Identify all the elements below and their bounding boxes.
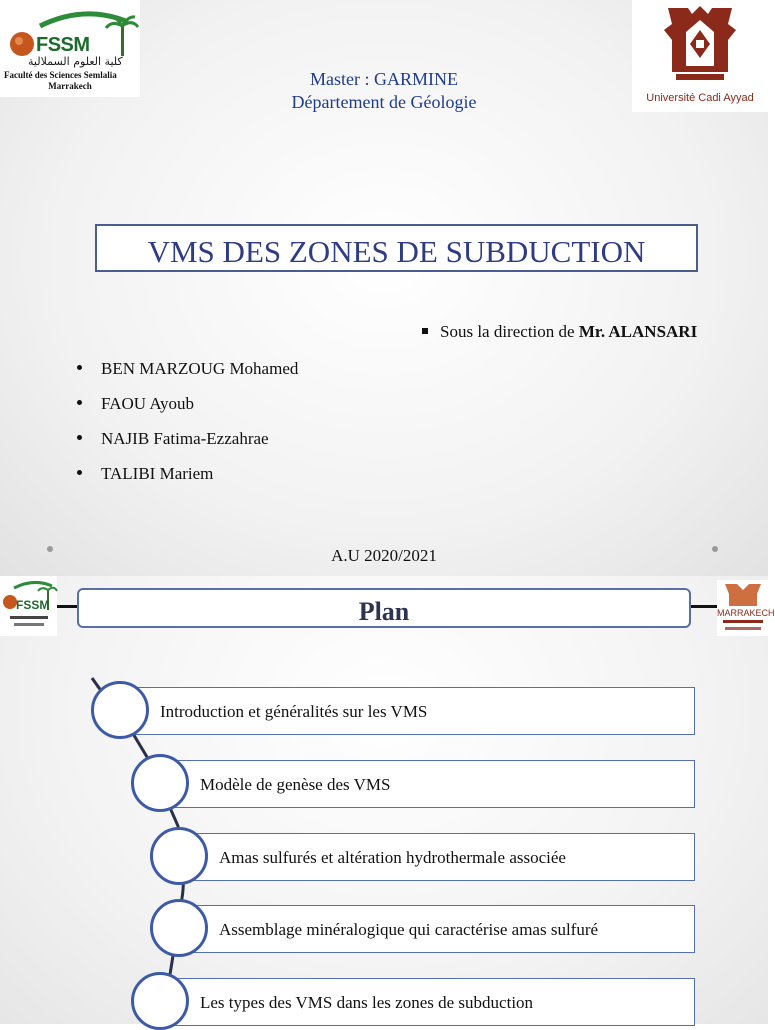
decorative-dot-icon bbox=[47, 546, 53, 552]
bullet-icon bbox=[77, 400, 82, 405]
fssm-logo-name: FSSM bbox=[36, 34, 90, 56]
bullet-icon bbox=[77, 365, 82, 370]
student-name: FAOU Ayoub bbox=[101, 394, 195, 413]
fssm-logo-faculty: Faculté des Sciences Semlalia bbox=[4, 70, 117, 80]
plan-slide bbox=[0, 576, 775, 1024]
bullet-icon bbox=[77, 435, 82, 440]
plan-circle-icon bbox=[150, 899, 208, 957]
plan-circle-icon bbox=[131, 972, 189, 1030]
program-name: Master : GARMINE bbox=[310, 69, 458, 89]
decorative-dot-icon bbox=[712, 546, 718, 552]
plan-item bbox=[0, 687, 768, 737]
plan-circle-icon bbox=[131, 754, 189, 812]
plan-item-label: Amas sulfurés et altération hydrothermale associée bbox=[219, 848, 566, 867]
plan-circle-icon bbox=[150, 827, 208, 885]
supervisor-name: Mr. ALANSARI bbox=[578, 322, 698, 341]
uca-logo-name: Université Cadi Ayyad bbox=[646, 92, 754, 104]
plan-title-box bbox=[77, 588, 691, 628]
plan-item bbox=[0, 833, 768, 883]
student-item bbox=[77, 429, 269, 449]
presentation-title: VMS DES ZONES DE SUBDUCTION bbox=[147, 234, 646, 269]
fssm-logo-small bbox=[0, 576, 57, 636]
uca-small-city: MARRAKECH bbox=[717, 608, 775, 618]
student-item bbox=[77, 464, 213, 484]
fssm-logo-arabic: كلية العلوم السملالية bbox=[28, 55, 123, 68]
student-name: NAJIB Fatima-Ezzahrae bbox=[101, 429, 269, 448]
supervision-prefix: Sous la direction de bbox=[440, 322, 575, 341]
student-name: BEN MARZOUG Mohamed bbox=[101, 359, 299, 378]
square-bullet-icon bbox=[422, 328, 428, 334]
bullet-icon bbox=[77, 470, 82, 475]
student-item bbox=[77, 394, 194, 414]
fssm-emblem-icon bbox=[0, 576, 57, 636]
fssm-logo-city: Marrakech bbox=[48, 81, 92, 91]
plan-title: Plan bbox=[358, 597, 410, 626]
plan-item-label: Assemblage minéralogique qui caractérise amas sulfuré bbox=[219, 920, 599, 939]
title-box bbox=[95, 224, 698, 272]
academic-year: A.U 2020/2021 bbox=[331, 546, 437, 565]
department-name: Département de Géologie bbox=[291, 92, 477, 112]
uca-logo-small bbox=[717, 580, 775, 636]
student-item bbox=[77, 359, 298, 379]
plan-circle-icon bbox=[91, 681, 149, 739]
plan-item bbox=[0, 905, 768, 955]
plan-item-label: Modèle de genèse des VMS bbox=[200, 775, 391, 794]
student-name: TALIBI Mariem bbox=[101, 464, 214, 483]
plan-item-label: Les types des VMS dans les zones de subduction bbox=[200, 993, 534, 1012]
plan-item-label: Introduction et généralités sur les VMS bbox=[160, 702, 428, 721]
svg-text:FSSM: FSSM bbox=[16, 598, 50, 612]
plan-item bbox=[0, 978, 768, 1028]
plan-item bbox=[0, 760, 768, 810]
supervision-line bbox=[422, 322, 697, 342]
